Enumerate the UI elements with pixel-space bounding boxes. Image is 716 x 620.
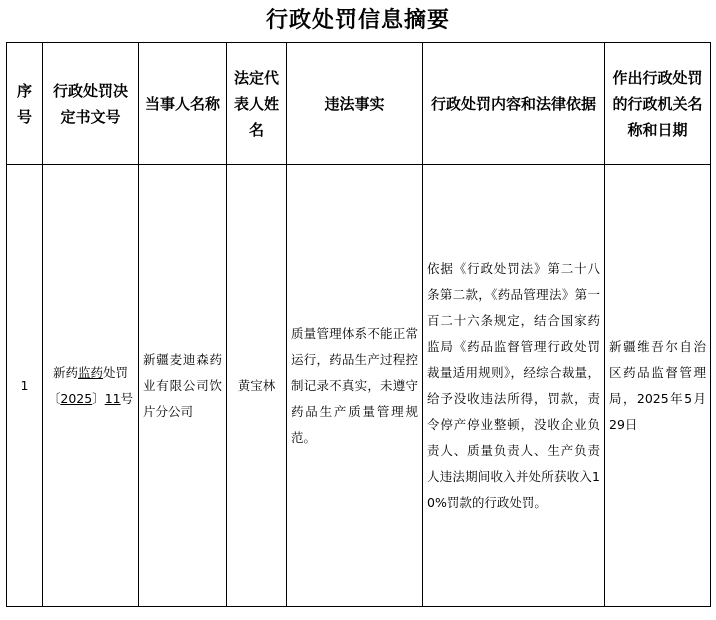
header-party: 当事人名称 (139, 43, 227, 165)
doc-no-prefix: 新药 (52, 364, 78, 380)
table-row (7, 165, 711, 607)
header-row (7, 43, 711, 165)
header-authority: 作出行政处罚的行政机关名称和日期 (605, 43, 711, 165)
doc-no-suffix: 号 (120, 390, 134, 406)
doc-no-year: 2025 (60, 390, 93, 406)
header-seq: 序号 (7, 43, 43, 165)
doc-no-num: 11 (104, 390, 121, 406)
doc-no-part5: 〕 (92, 390, 105, 406)
cell-doc-no (43, 165, 139, 607)
doc-no-mid: 监药 (77, 364, 103, 380)
cell-authority: 新疆维吾尔自治区药品监督管理局，2025年5月29日 (605, 165, 711, 607)
cell-legal-rep: 黄宝林 (227, 165, 287, 607)
cell-seq: 1 (7, 165, 43, 607)
header-doc-no: 行政处罚决定书文号 (43, 43, 139, 165)
header-facts: 违法事实 (287, 43, 423, 165)
document-title: 行政处罚信息摘要 (265, 8, 450, 33)
header-content: 行政处罚内容和法律依据 (423, 43, 605, 165)
cell-facts: 质量管理体系不能正常运行，药品生产过程控制记录不真实，未遵守药品生产质量管理规范。 (287, 165, 423, 607)
penalty-table (6, 42, 711, 607)
doc-no-part3: 处罚〔 (47, 364, 129, 406)
cell-party: 新疆麦迪森药业有限公司饮片分公司 (139, 165, 227, 607)
header-legal-rep: 法定代表人姓名 (227, 43, 287, 165)
cell-content: 依据《行政处罚法》第二十八条第二款，《药品管理法》第一百二十六条规定，结合国家药监局《药品监督管理行政处罚裁量适用规则》，经综合裁量，给予没收违法所得，罚款，责令停产停业整顿，没收企业负责人、质量负责人、生产负责人违法期间收入并处所获收入10%罚款的行政处罚。 (423, 165, 605, 607)
